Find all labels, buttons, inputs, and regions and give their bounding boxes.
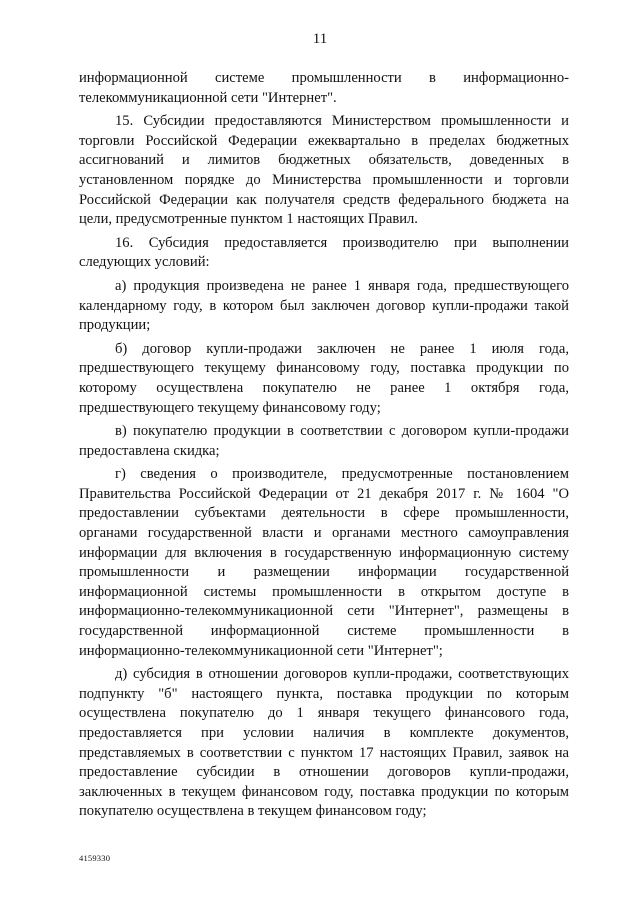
subparagraph-a: а) продукция произведена не ранее 1 января года, предшествующего календарному году, в котором был заключен договор купли-продажи такой продукции; bbox=[79, 277, 569, 334]
subparagraph-g: г) сведения о производителе, предусмотренные постановлением Правительства Российской Федерации от 21 декабря 2017 г. № 1604 "О предоставлении субъектами деятельности в сфере промышленности, органами государственной власти и органами местного самоуправления информации для включения в государственную информационную систему промышленности и размещении информации государственной информационной системы промышленности в открытом доступе в информационно-телекоммуникационной сети "Интернет", размещены в государственной информационной системе промышленности в информационно-телекоммуникационной сети "Интернет"; bbox=[79, 466, 569, 659]
subparagraph-v: в) покупателю продукции в соответствии с договором купли-продажи предоставлена скидка; bbox=[79, 423, 569, 459]
paragraph-16: 16. Субсидия предоставляется производителю при выполнении следующих условий: bbox=[79, 234, 569, 271]
subparagraph-b: б) договор купли-продажи заключен не ранее 1 июля года, предшествующего текущему финансовому году, поставка продукции по которому осуществлена покупателю не ранее 1 октября года, предшествующего текущему финансовому году; bbox=[79, 340, 569, 416]
document-body bbox=[79, 69, 569, 826]
document-code: 4159330 bbox=[79, 853, 111, 863]
paragraph-15: 15. Субсидии предоставляются Министерством промышленности и торговли Российской Федерации ежеквартально в пределах бюджетных ассигнований и лимитов бюджетных обязательств, доведенных в установленном порядке до Министерства промышленности и торговли Российской Федерации как получателя средств федерального бюджета на цели, предусмотренные пунктом 1 настоящих Правил. bbox=[79, 113, 569, 228]
paragraph-continuation: информационной системе промышленности в информационно-телекоммуникационной сети "Интернет". bbox=[79, 70, 569, 106]
subparagraph-d: д) субсидия в отношении договоров купли-продажи, соответствующих подпункту "б" настоящего пункта, поставка продукции по которым осуществлена покупателю до 1 января текущего финансового года, предоставляется при условии наличия в комплекте документов, представляемых в соответствии с пунктом 17 настоящих Правил, заявок на предоставление субсидии в отношении договоров купли-продажи, заключенных в текущем финансовом году, поставка продукции по которым покупателю осуществлена в текущем финансовом году; bbox=[79, 666, 569, 820]
page-number: 11 bbox=[312, 31, 328, 47]
